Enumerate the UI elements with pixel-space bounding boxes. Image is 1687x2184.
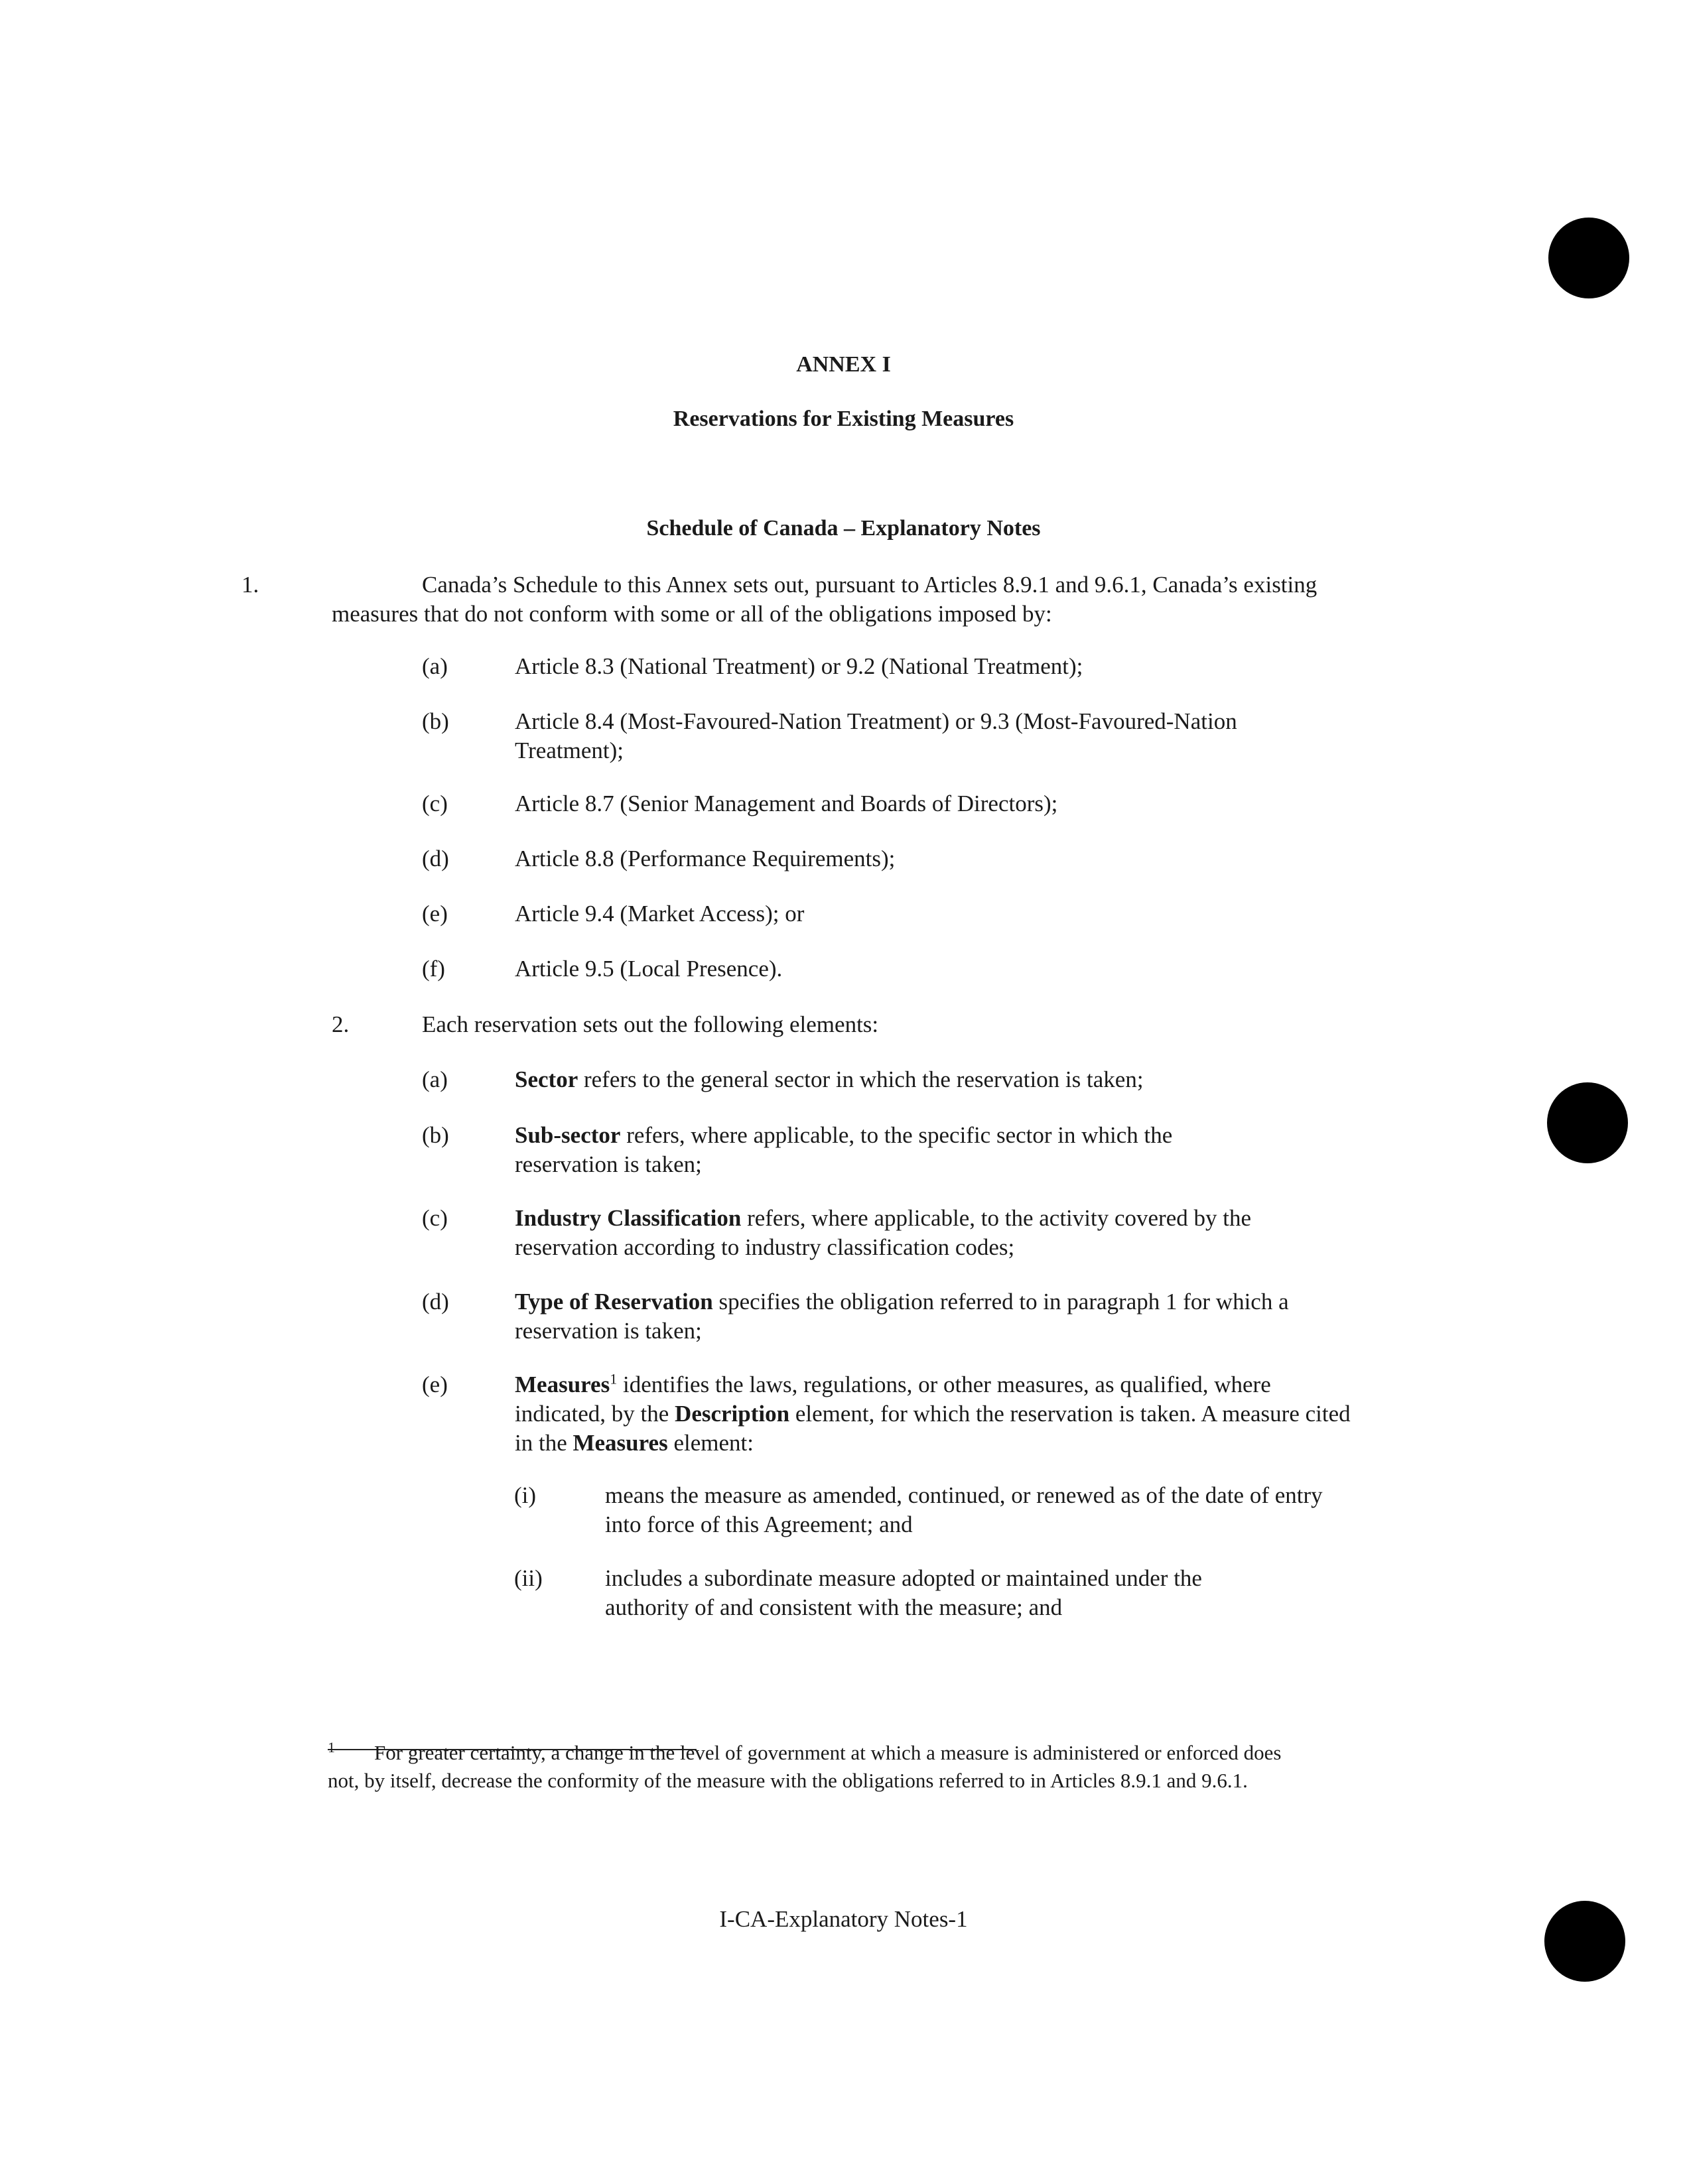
item-label: (a) [422, 653, 448, 679]
item-text: Article 8.7 (Senior Management and Boards of Directors); [515, 791, 1058, 816]
paragraph-2-number: 2. [332, 1011, 350, 1037]
term-type-of-reservation: Type of Reservation [515, 1289, 713, 1315]
annex-title: Reservations for Existing Measures [673, 407, 1014, 431]
term-sector: Sector [515, 1066, 578, 1092]
item-text: Sub-sector refers, where applicable, to the specific sector in which the reservation is taken; [515, 1122, 1173, 1177]
item-label: (b) [422, 1122, 449, 1148]
item-text: Article 9.4 (Market Access); or [515, 901, 805, 927]
footnote-text: For greater certainty, a change in the level of government at which a measure is administered or enforced does not, by itself, decrease the conformity of the measure with the obligations referred to in Articles 8.9.1 and 9.6.1. [328, 1741, 1282, 1792]
schedule-heading: Schedule of Canada – Explanatory Notes [646, 516, 1041, 541]
item-text: Industry Classification refers, where applicable, to the activity covered by the reservation according to industry classification codes; [515, 1205, 1251, 1260]
item-label: (e) [422, 901, 448, 927]
punch-hole-middle [1547, 1082, 1628, 1163]
item-text: Article 9.5 (Local Presence). [515, 956, 783, 982]
item-label: (d) [422, 846, 449, 871]
subitem-label: (ii) [514, 1565, 543, 1591]
item-text: Measures$^1$ identifies the laws, regulations, or other measures, as qualified, where indicated, by the Description element, for which the reservation is taken. A measure cited in the Measures element: [515, 1370, 1351, 1456]
paragraph-1-number: 1. [241, 572, 259, 598]
term-industry-classification: Industry Classification [515, 1205, 742, 1231]
item-text: Article 8.8 (Performance Requirements); [515, 846, 896, 871]
annex-heading: ANNEX I [796, 352, 891, 377]
term-measures-element: Measures [573, 1430, 668, 1456]
item-text: Article 8.4 (Most-Favoured-Nation Treatment) or 9.3 (Most-Favoured-Nation Treatment); [515, 708, 1237, 763]
subitem-label: (i) [514, 1482, 537, 1508]
item-label: (c) [422, 791, 448, 816]
subitem-text: includes a subordinate measure adopted or maintained under the authority of and consistent with the measure; and [605, 1565, 1202, 1620]
term-measures: Measures [515, 1372, 610, 1397]
item-label: (f) [422, 956, 445, 982]
term-sub-sector: Sub-sector [515, 1122, 621, 1148]
item-text: Type of Reservation specifies the obligation referred to in paragraph 1 for which a reservation is taken; [515, 1289, 1289, 1344]
footnote-number: 1 [328, 1739, 335, 1756]
item-label: (e) [422, 1372, 448, 1397]
item-label: (c) [422, 1205, 448, 1231]
item-label: (d) [422, 1289, 449, 1315]
item-label: (b) [422, 708, 449, 734]
paragraph-1-text: 1. Canada’s Schedule to this Annex sets out, pursuant to Articles 8.9.1 and 9.6.1, Canada’s existing measures that do not conform with some or all of the obligations imposed by: [241, 572, 1317, 627]
paragraph-2-text: Each reservation sets out the following elements: [422, 1011, 879, 1037]
item-text: Sector refers to the general sector in which the reservation is taken; [515, 1066, 1144, 1092]
subitem-text: means the measure as amended, continued, or renewed as of the date of entry into force of this Agreement; and [605, 1482, 1323, 1537]
punch-hole-top [1548, 218, 1629, 298]
term-description: Description [675, 1401, 790, 1427]
page-footer: I-CA-Explanatory Notes-1 [719, 1906, 968, 1932]
item-text: Article 8.3 (National Treatment) or 9.2 (National Treatment); [515, 653, 1083, 679]
item-label: (a) [422, 1066, 448, 1092]
footnote-ref: 1 [610, 1370, 618, 1387]
